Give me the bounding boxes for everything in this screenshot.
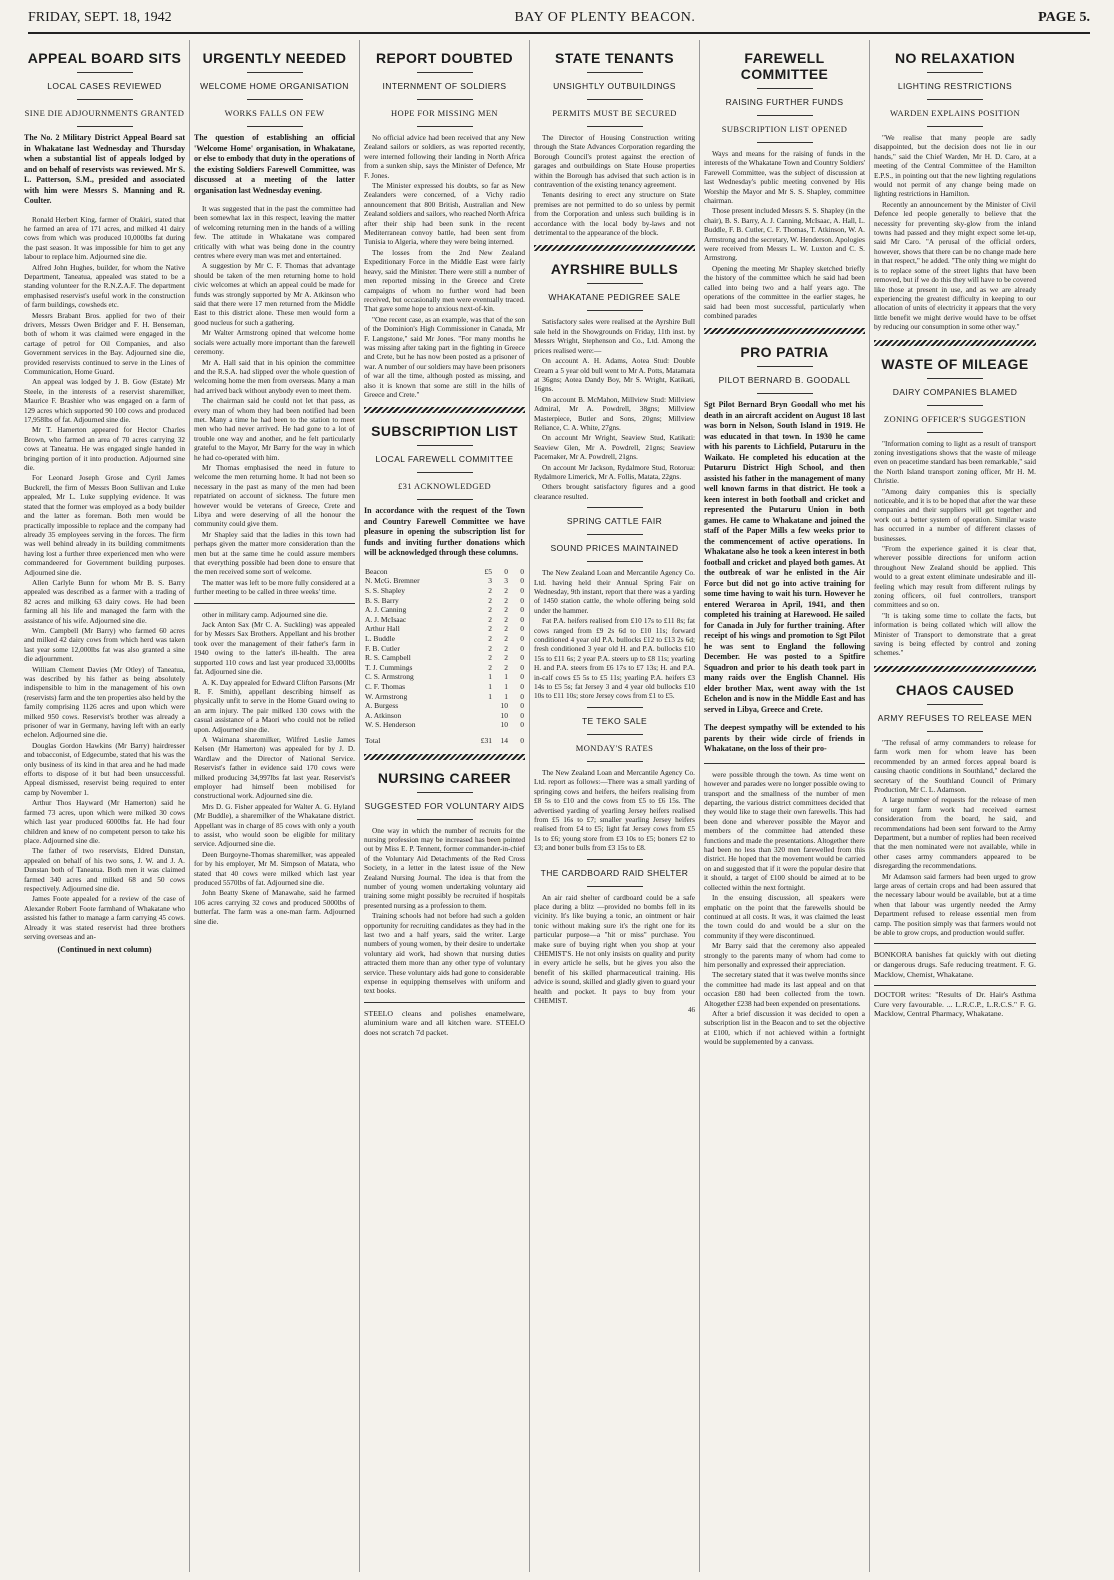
subhead: UNSIGHTLY OUTBUILDINGS <box>553 81 676 91</box>
subhead: SOUND PRICES MAINTAINED <box>550 543 679 554</box>
subscription-row: W. Armstrong 1 1 0 <box>365 691 524 701</box>
article-body <box>534 768 695 853</box>
subscription-row: R. S. Campbell 2 2 0 <box>365 653 524 663</box>
paragraph: Mr Adamson said farmers had been urged to grow large areas of certain crops and had been assured that the necessary labour would be available, but at a time when that labour was urgently needed the Army Department refused to release essential men from camp. The position simply was that farmers would not be able to grow crops, and production would suffer. <box>874 871 1036 937</box>
subscription-row: Beacon £5 0 0 <box>365 566 524 576</box>
paragraph: Messrs Brabant Bros. applied for two of their drivers, Messrs Owen Bridger and F. H. Benseman, both of whom it was claimed were engaged in the cartage of petrol for Oil Companies, and also Government services in the Bay. Adjourned sine die, provided reservists continued to serve in the Lines of Communication, Home Guard. <box>24 310 185 376</box>
paragraph: Fat P.A. heifers realised from £10 17s to £11 8s; fat cows ranged from £9 2s 6d to £10 11s; forward conditioned 4 year old P.A. bullocks £12 to £13 2s 6d; fresh conditioned 3 year old H. and P.A. bullocks £10 15s to £11 6s; 2 year P.A. steers up to £8 11s; yearling H. and P.A. steers from £6 17s to £7 13s; H. and P.A. in-calf cows £5 5s to £5 11s; yearling P.A. heifers £3 14s to £5 5s; fat Jersey 3 and 4 year old bullocks £10 10s to £11 10s; store Jersey cows from £1 to £5. <box>534 616 695 701</box>
headline: FAREWELL COMMITTEE <box>740 50 829 82</box>
article-body <box>194 204 355 597</box>
paragraph: Mr Walter Armstrong opined that welcome home socials were actually more important than the farewell ceremony. <box>194 328 355 357</box>
subscription-row: N. McG. Bremner 3 3 0 <box>365 576 524 586</box>
article-body <box>24 215 185 942</box>
lead-paragraph: In accordance with the request of the Town and Country Farewell Committee we have pleasure in opening the subscription list for funds and inviting further donations which will be acknowledged through these columns. <box>364 506 525 558</box>
issue-date: FRIDAY, SEPT. 18, 1942 <box>28 10 172 25</box>
article-body <box>534 893 695 1006</box>
headline-raid-shelter: THE CARDBOARD RAID SHELTER <box>540 867 689 878</box>
subhead: INTERNMENT OF SOLDIERS <box>382 81 507 91</box>
paragraph: "From the experience gained it is clear that, wherever possible directions for uniform action throughout New Zealand should be applied. This would to a great extent eliminate undesirable and ill-feeling which may result from different rulings by zoning officers, oil fuel controllers, transport committees and so on. <box>874 544 1036 610</box>
subscription-row: C. F. Thomas 1 1 0 <box>365 682 524 691</box>
deck: SINE DIE ADJOURNMENTS GRANTED <box>24 108 185 118</box>
paragraph: An air raid shelter of cardboard could be a safe place during a blitz —provided no bombs fell in its vicinity. It's like buying a tonic, an ointment or hair tonic without making sure it's the right one for its particular purpose—a "hit or miss" purchase. You make sure of buying right when you shop at your CHEMIST'S. He not only insists on quality and purity in every article he sells, but he gives you also the benefit of his skilled pharmaceutical training. His advice is sound, skilled and gladly given to guard your health and pocket. It pays to buy from your CHEMIST. <box>534 892 695 1005</box>
article-body <box>874 738 1036 938</box>
advert-doctor: DOCTOR writes: "Results of Dr. Hair's Asthma Cure very favourable. ... L.R.C.P., L.R.C.S." F. G. Macklow, Central Pharmacy, Whakatane. <box>874 990 1036 1019</box>
column-3 <box>360 40 530 1572</box>
continued-article-body <box>194 610 355 926</box>
column-1 <box>20 40 190 1572</box>
advert-steelo: STEELO cleans and polishes enamelware, aluminium ware and all kitchen ware. STEELO does not scratch 7d packet. <box>364 1008 525 1038</box>
paragraph: "Among dairy companies this is specially noticeable, and it is to be hoped that after the war these companies and their suppliers will get together and work out a better system of operation. Similar waste has occurred in a number of different classes of businesses. <box>874 486 1036 543</box>
closing-paragraph: The deepest sympathy will be extended to his parents by their wide circle of friends in Whakatane, on the loss of their pro- <box>704 723 865 754</box>
paragraph: It was suggested that in the past the committee had been somewhat lax in this respect, leaving the matter of welcoming returning men in the hands of a willing few. The attitude in Whakatane was compared critically with what was being done in the country centres where every man was met and entertained. <box>194 204 355 261</box>
subhead: LOCAL CASES REVIEWED <box>47 81 162 91</box>
paragraph: Mr A. Hall said that in his opinion the committee and the R.S.A. had slipped over the whole question of welcoming home the men from overseas. Many a man had arrived back without anybody even to meet them. <box>194 357 355 395</box>
paragraph: The matter was left to be more fully considered at a further meeting to be called in three weeks' time. <box>194 577 355 597</box>
column-5 <box>700 40 870 1572</box>
paragraph: A Waimana sharemilker, Wilfred Leslie James Kelsen (Mr Hamerton) was appealed for by J. D. Wardlaw and the Director of National Service. Reservist's father in evidence said 170 cows were milked producing 34,997lbs fat last year. Reservist's employer had himself been mobilised for constructional work. Adjourned sine die. <box>194 734 355 801</box>
subscription-table <box>364 567 525 746</box>
subhead: LOCAL FAREWELL COMMITTEE <box>375 454 514 465</box>
article-body <box>534 133 695 237</box>
subscription-row: A. Burgess 10 0 <box>365 701 524 711</box>
paragraph: Others brought satisfactory figures and a good clearance resulted. <box>534 482 695 501</box>
subhead: PILOT BERNARD B. GOODALL <box>718 375 851 386</box>
paragraph: The Minister expressed his doubts, so far as New Zealanders were concerned, of a Vichy radio announcement that 800 British, Australian and New Zealand soldiers and sailors, who reached North Africa after their ship had been sunk in the recent Mediterranean convoy battle, had been sent from Tunisia to Algeria, where they were being interned. <box>364 181 525 247</box>
paragraph: Mr Barry said that the ceremony also appealed strongly to the parents many of whom had come to him personally and expressed their appreciation. <box>704 941 865 969</box>
headline: URGENTLY NEEDED <box>202 50 347 66</box>
column-2 <box>190 40 360 1572</box>
masthead <box>28 4 1090 34</box>
article-body <box>364 133 525 399</box>
headline: REPORT DOUBTED <box>375 50 514 66</box>
paragraph: On account A. H. Adams, Aotea Stud: Double Cream a 5 year old bull went to Mr A. Potts, Matamata at 36gns; Aotea Dandy Boy, Mr S. Wright, Katikati, 16gns. <box>534 356 695 394</box>
deck: PERMITS MUST BE SECURED <box>552 108 677 118</box>
paragraph: Allen Carlyle Bunn for whom Mr B. S. Barry appealed was described as a farmer with a trading of 82 acres and milking 63 dairy cows. He had been farming all his life and managed the farm with the assistance of his wife. Adjourned sine die. <box>24 577 185 625</box>
subscription-row: A. Atkinson 10 0 <box>365 710 524 720</box>
paragraph: The New Zealand Loan and Mercantile Agency Co. Ltd. report as follows:—There was a small yarding of springing cows and heifers, the heifers realising from £8 5s to £10 and the cows from £5 to £6 15s. The advertised yarding of yearling Jersey heifers realised from £5 16s to £7; smaller yearling Jersey heifers realised from £4 to £5; light fat Jersey cows from £5 1s to £6; young store from £3 10s to £5; boners £2 to £3; and boner bulls from £3 15s to £8. <box>534 767 695 853</box>
article-body <box>874 439 1036 658</box>
deck: WARDEN EXPLAINS POSITION <box>889 108 1020 118</box>
paragraph: The chairman said he could not let that pass, as every man of whom they had been notified had been met. Many a time he had been to the station to meet men who had never arrived. He had gone to a lot of trouble one way and another, and he felt particularly grateful to the Mayor, Mr Barry for the way in which he had co-operated with him. <box>194 396 355 462</box>
subscription-row: B. S. Barry 2 2 0 <box>365 595 524 605</box>
subscription-row: T. J. Cummings 2 2 0 <box>365 662 524 672</box>
paragraph: For Leonard Joseph Grose and Cyril James Buckrell, the firm of Messrs Boon Sullivan and Luke appealed, Mr L. Luke supplying evidence. It was stated that the former was employed as a body builder and the latter as foreman. Both men would be practically impossible to replace and the company had already 35 employees serving in the forces. The firm was well behind already in its building commitments having lost a further three experienced men who were commandeered for Government building purposes. Adjourned sine die. <box>24 473 185 577</box>
continued-note: (Continued in next column) <box>57 945 152 955</box>
subhead: RAISING FURTHER FUNDS <box>725 97 844 107</box>
subhead: SUGGESTED FOR VOLUNTARY AIDS <box>364 800 525 811</box>
subscription-row: F. B. Cutler 2 2 0 <box>365 643 524 653</box>
lead-paragraph: The question of establishing an official 'Welcome Home' organisation, in Whakatane, or else to embody that duty in the operations of the existing Soldiers Farewell Committee, was discussed at a meeting of the latter organisation last Wednesday evening. <box>194 133 355 195</box>
paragraph: John Beatty Skene of Manawahe, said he farmed 106 acres carrying 32 cows and produced 5000lbs of butterfat. The farm was a one-man farm. Adjourned sine die. <box>194 888 355 926</box>
paragraph: William Clement Davies (Mr Otley) of Taneatua, was described by his father as being absolutely indispensible to him in the management of his own (reservists) farm and the ten properties also held by the family comprising 1126 acres and upon which were milked 950 cows. Reservist's brother was already a prisoner of war in Germany, having left with an early echelon. Adjourned sine die. <box>24 664 185 740</box>
paragraph: Opening the meeting Mr Shapley sketched briefly the history of the committee which he said had been called into being two and a half years ago. The operations of the committee in the earlier stages, he said had been most successful, particularly when combined parades <box>704 263 865 320</box>
headline: NO RELAXATION <box>894 50 1016 66</box>
deck: HOPE FOR MISSING MEN <box>391 108 498 118</box>
paragraph: Ways and means for the raising of funds in the interests of the Whakatane Town and Country Soldiers' Farewell Committee, was the subject of discussion at last Wednesday's public meeting convened by His Worship the Mayor and Mr S. S. Shapley, committee chairman. <box>704 149 865 206</box>
subscription-row: Arthur Hall 2 2 0 <box>365 624 524 634</box>
subscription-row: A. J. McIsaac 2 2 0 <box>365 614 524 624</box>
deck: £31 ACKNOWLEDGED <box>397 481 492 492</box>
continued-article-body <box>704 770 865 1047</box>
paragraph: The losses from the 2nd New Zealand Expeditionary Force in the Middle East were fairly heavy, said the Minister. There were still a number of men reported missing in the Greece and Crete campaigns of whom no further word had been received, but occasionally men were eventually traced. That gave some hope to anxious next-of-kin. <box>364 247 525 314</box>
column-6 <box>870 40 1040 1572</box>
article-body <box>704 149 865 320</box>
subscription-row: W. S. Henderson 10 0 <box>365 720 524 730</box>
paragraph: Tenants desiring to erect any structure on State premises are not permitted to do so unless by permit from the Corporation and unless such building is in accordance with the local body by-laws and not detrimental to the appearance of the block. <box>534 190 695 238</box>
paragraph: "It is taking some time to collate the facts, but information is being collated which will allow the Minister of Transport to demonstrate that a great saving is being effected by control and zoning schemes." <box>874 610 1036 658</box>
deck: WORKS FALLS ON FEW <box>224 108 325 118</box>
paragraph: Alfred John Hughes, builder, for whom the Native Department, Taneatua, appealed was stated to be a standing volunteer for the R.N.Z.A.F. The department emphasised reservist's useful work in the construction of farm buildings, cowsheds etc. <box>24 262 185 310</box>
paragraph: Those present included Messrs S. S. Shapley (in the chair), B. S. Barry, A. J. Canning, McIsaac, A. Hall, L. Buddle, F. B. Cutler, C. F. Thomas, T. Atkinson, W. A. Armstrong and the secretary, W. Henderson. Apologies were received from Messrs L. W. Luxton and C. S. Armstrong. <box>704 206 865 263</box>
paragraph: Arthur Thos Hayward (Mr Hamerton) said he farmed 73 acres, upon which were milked 30 cows which last year produced 6000lbs fat. He had four children and knew of no competent person to take his place. Adjourned sine die. <box>24 798 185 845</box>
paragraph: Satisfactory sales were realised at the Ayrshire Bull sale held in the Showgrounds on Friday, 11th inst. by Messrs Wright, Stephenson and Co., Ltd. Among the prices realised were:— <box>534 317 695 355</box>
subscription-row: L. Buddle 2 2 0 <box>365 634 524 644</box>
headline-subscription: SUBSCRIPTION LIST <box>371 423 518 440</box>
paragraph: The secretary stated that it was twelve months since the committee had made its last appeal and on that occasion £80 had been collected from the town. Altogether £238 had been expended on presentations. <box>704 970 865 1008</box>
paragraph: After a brief discussion it was decided to open a subscription list in the Beacon and to set the objective at £100, which if not achieved within a fortnight would be supplemented by a canvass. <box>704 1008 865 1047</box>
subscription-row: C. S. Armstrong 1 1 0 <box>365 672 524 682</box>
paragraph: On account Mr Jackson, Rydalmore Stud, Rotorua: Rydalmore Limerick, Mr A. Follis, Matata, 22gns. <box>534 462 695 481</box>
lead-paragraph: Sgt Pilot Bernard Bryn Goodall who met his death in an aircraft accident on August 18 last was born in Nelson, South Island in 1919. He was educated in that town. In 1930 he came with his parents to Lichfield, Putaruru in the Waikato. He completed his education at the Putaruru District High School, and then assisted his father in the management of many well known farms in that district. He took a keen interest in both football and cricket and represented the Putaruru Union in both games. He came to Whakatane and joined the staff of the Paper Mills a few weeks prior to the commencement of active operations. In Whakatane also he took a keen interest in both football and cricket and played both games. At the outbreak of war he enlisted in the Air Force but did not go into active training for some time having to wait his turn. However he entered Weraroa in April, 1941, and then completed his training at Harewood. He sailed for Canada in July for further training. After receipt of his wings and promotion to Sgt Pilot he was sent to England the following December. He was posted to a Spitfire Squadron and prior to his death took part in many raids over the English Channel. His elder brother Max, went away with the 1st Echelon and is now in the Middle East and has served in Libya, Greece and Crete. <box>704 400 865 714</box>
subscription-row: A. J. Canning 2 2 0 <box>365 605 524 615</box>
paragraph: "We realise that many people are sadly disappointed, but the decision does not lie in our hands," said the Chief Warden, Mr H. D. Caro, at a meeting of the Central Committee of the Hamilton E.P.S., in pointing out that the new lighting regulations would not permit of any change being made on lighting restrictions in Hamilton. <box>874 133 1036 199</box>
paragraph: James Foote appealed for a review of the case of Alexander Robert Foote farmhand of Whakatane who assisted his father to manage a farm carrying 45 cows. Already it was stated reservist had three brothers serving overseas and an- <box>24 894 185 941</box>
paragraph: An appeal was lodged by J. B. Gow (Estate) Mr Steele, in the interests of a reservist sharemilker, Maurice F. Brashier who was engaged on a farm of 129 acres which supported 90 100 cows and produced 17,958lbs of fat. Adjourned sine die. <box>24 377 185 425</box>
paragraph: Training schools had not before had such a golden opportunity for recruiting candidates as they had in the last two and a half years, said the writer. Large numbers of young women, by their desire to undertake voluntary aid work, had shown that nursing duties attracted them more than any other type of voluntary service. These voluntary aids had gone to considerable expense in equipping themselves with uniform and text books. <box>364 911 525 996</box>
paragraph: other in military camp. Adjourned sine die. <box>202 609 328 619</box>
subhead: DAIRY COMPANIES BLAMED <box>892 386 1018 397</box>
deck: SUBSCRIPTION LIST OPENED <box>721 124 848 134</box>
subhead: ARMY REFUSES TO RELEASE MEN <box>877 712 1033 723</box>
paragraph: On account Mr Wright, Seaview Stud, Katikati: Seaview Glen, Mr A. Powdrell, 21gns; Seaview Pacemaker, Mr A. Powdrell, 21gns. <box>534 433 695 462</box>
paragraph: were possible through the town. As time went on however and parades were no longer possible owing to transport and the smallness of the number of men departing, the various district committees decided that they would like to stage their own farewells. This had been done and wherever possible the Mayor and members of the committee had attended these functions and made the presentations. Altogether there had been no less than 320 men farewelled from this district. He hoped that the movement would be carried on and suggested that if it were the popular desire that it should, a target of £100 should be aimed at to be collected within the next fortnight. <box>704 769 865 892</box>
subscription-total-row: Total £31 14 0 <box>365 735 524 745</box>
headline-chaos: CHAOS CAUSED <box>895 681 1015 698</box>
paragraph: No official advice had been received that any New Zealand sailors or soldiers, as was reported recently, were interned following their landing in North Africa from a sunken ship, says the Minister of Defence, Mr F. Jones. <box>364 133 525 180</box>
paragraph: Mr T. Hamerton appeared for Hector Charles Brown, who farmed an area of 70 acres carrying 32 cows at Taneatua. He was engaged single handed in bringing portion of it into production. Adjourned sine die. <box>24 425 185 473</box>
paragraph: Recently an announcement by the Minister of Civil Defence led people generally to believe that the necessity for preventing sky-glow from the inland towns had passed and they might expect some let-up, said Mr Caro. "A perusal of the official orders, however, shows that there can be no change made here in that respect," he added. "The only thing we might do is to replace some of the street lights that have been removed, but if we do this they will have to be covered like those at present in use, and as we are already experiencing the greatest difficulty in keeping to our allocation of units of electricity it appears that the very little benefit we might derive would have to be offset by reducing our consumption in some other way." <box>874 199 1036 332</box>
subhead: LIGHTING RESTRICTIONS <box>897 81 1013 91</box>
paragraph: A large number of requests for the release of men for urgent farm work had received earnest consideration from the board, he said, and recommendations had been sent forward to the Army Department, but a number of replies had been received that the men nominated were not available, while in other cases army commanders appeared to be disregarding the recommendations. <box>874 795 1036 871</box>
page-number: PAGE 5. <box>1038 10 1090 25</box>
lead-paragraph: The No. 2 Military District Appeal Board sat in Whakatane last Wednesday and Thursday when a substantial list of appeals lodged by and on behalf of reservists was reviewed. Mr S. L. Patterson, S.M., presided and associated with him were Messrs S. Manning and R. Coulter. <box>24 133 185 205</box>
subscription-rows <box>364 567 525 730</box>
paragraph: Ronald Herbert King, farmer of Otakiri, stated that he farmed an area of 171 acres, and milked 41 dairy cows from which was produced 10,000lbs fat during the past season. It was impossible for him to get any labour to replace him. Adjourned sine die. <box>24 214 185 262</box>
article-body <box>364 826 525 996</box>
headline-spring-fair: SPRING CATTLE FAIR <box>566 516 663 527</box>
paragraph: Douglas Gordon Hawkins (Mr Barry) hairdresser and tobacconist, of Edgecumbe, stated that his was the only business of its kind in that area and he had made efforts to dispose of it but had been unsuccessful. Appeal dismissed, reservist being required to enter camp by November 1. <box>24 740 185 797</box>
paragraph: "The refusal of army commanders to release for farm work men for whom leave has been recommended by an armed forces appeal board is causing chaotic conditions in Southland," declared the secretary of the Southland Council of Primary Production, Mr C. L. Adamson. <box>874 737 1036 794</box>
paragraph: A. K. Day appealed for Edward Clifton Parsons (Mr R. F. Smith), appellant describing himself as physically unfit to serve in the Home Guard owing to an arm injury. The pair milked 130 cows with the casual assistance of a Maori who could not be relied upon. Adjourned sine die. <box>194 677 355 734</box>
paragraph: The father of two reservists, Eldred Dunstan, appealed on behalf of his two sons, J. W. and J. A. Dunstan both of Taneatua. Both men it was claimed farmed 340 acres and milked 68 and 50 cows respectively. Adjourned sine die. <box>24 846 185 893</box>
subhead: WELCOME HOME ORGANISATION <box>200 81 349 91</box>
paragraph: A suggestion by Mr C. F. Thomas that advantage should be taken of the men returning home to hold civic welcomes at which an appeal could be made for funds was strongly supported by Mr A. Atkinson who said that there were 17 men returned from the Middle East to this district alone. These men would form a good nucleus for such a gathering. <box>194 261 355 327</box>
paragraph: Mr Thomas emphasised the need in future to welcome the men returning home. It had not been so necessary in the past as many of the men had been repatriated on account of sickness. The future men however would be veterans of Greece, Crete and Libya and were deserving of all the honour the community could give them. <box>194 462 355 529</box>
paragraph: Deen Burgoyne-Thomas sharemilker, was appealed for by his employer, Mr M. Simpson of Matata, who stated that 40 cows were milked which last year produced 5570lbs of fat. Adjourned sine die. <box>194 849 355 888</box>
paragraph: Mr Shapley said that the ladies in this town had perhaps given the matter more consideration than the men but at the same time he could assure members that everything possible had been done to ensure that the men received some sort of welcome. <box>194 529 355 577</box>
paragraph: In the ensuing discussion, all speakers were emphatic on the point that the farewells should be continued at all costs. It was, it was claimed the least the town could do and would be a slur on the community if they were discontinued. <box>704 893 865 940</box>
headline-nursing: NURSING CAREER <box>377 769 512 786</box>
paragraph: The Director of Housing Construction writing through the State Advances Corporation regarding the Borough Council's protest against the erection of garages and outbuildings on State House properties within the Borough has advised that such action is in contravention of the existing tenancy agreement. <box>534 133 695 190</box>
headline: APPEAL BOARD SITS <box>27 50 182 66</box>
paragraph: Jack Anton Sax (Mr C. A. Suckling) was appealed for by Messrs Sax Brothers. Appellant and his brother took over the management of their father's farm in 1940 owing to the latter's ill-health. The area supported 110 cows and last year produced 33,000lbs fat. Adjourned sine die. <box>194 620 355 677</box>
paper-name: BAY OF PLENTY BEACON. <box>514 10 696 25</box>
advert-bonkora: BONKORA banishes fat quickly with out dieting or dangerous drugs. Safe reducing treatment. F. G. Macklow, Chemist, Whakatane. <box>874 950 1036 979</box>
paragraph: The New Zealand Loan and Mercantile Agency Co. Ltd. having held their Annual Spring Fair on Wednesday, 9th instant, report that there was a yarding of 1450 station cattle, the whole offering being sold under the hammer. <box>534 568 695 615</box>
subhead: WHAKATANE PEDIGREE SALE <box>548 292 681 303</box>
article-body <box>534 568 695 701</box>
paragraph: Wm. Campbell (Mr Barry) who farmed 60 acres and milked 42 dairy cows from which herd was taken last year some 12,000lbs fat was also granted a sine die adjournment. <box>24 625 185 664</box>
ad-number: 46 <box>688 1006 695 1015</box>
paragraph: "One recent case, as an example, was that of the son of the Dominion's High Commissioner in Canada, Mr F. Langstone," said Mr Jones. "For many months he was missing after taking part in the fighting in Greece and Crete, but he has now been posted as a prisoner of war. A number of our soldiers may have been prisoners of war all the time, although posted as missing, and also it is known that some are still in the hills of Greece and Crete." <box>364 314 525 399</box>
headline: STATE TENANTS <box>554 50 674 66</box>
subscription-row: S. S. Shapley 2 2 0 <box>365 586 524 596</box>
subhead: MONDAY'S RATES <box>575 742 654 753</box>
headline-ayrshire: AYRSHIRE BULLS <box>550 261 679 278</box>
headline-te-teko: TE TEKO SALE <box>581 715 648 726</box>
headline-pro-patria: PRO PATRIA <box>740 344 829 361</box>
deck: ZONING OFFICER'S SUGGESTION <box>883 413 1027 424</box>
paragraph: On account B. McMahon, Millview Stud: Millview Admiral, Mr A. Powdrell, 38gns; Millview Masterpiece, Butler and Sons, 20gns; Millview Reliance, C. A. White, 27gns. <box>534 394 695 432</box>
paragraph: Mrs D. G. Fisher appealed for Walter A. G. Hyland (Mr Buddle), a sharemilker of the Whakatane district. Appellant was in charge of 85 cows with only a youth to assist, who would soon be eligible for military service. Adjourned sine die. <box>194 801 355 849</box>
article-body <box>874 133 1036 332</box>
article-body <box>534 317 695 501</box>
column-4 <box>530 40 700 1572</box>
paragraph: "Information coming to light as a result of transport zoning investigations shows that the waste of mileage even on peacetime standard has been remarkable," said the North Island transport zoning officer, Mr H. M. Christie. <box>874 438 1036 486</box>
paragraph: One way in which the number of recruits for the nursing profession may be increased has been pointed out by Miss E. P. Tennent, former commander-in-chief of the Voluntary Aid Detachments of the Red Cross Society, in a letter in the latest issue of the New Zealand Nursing Journal. The idea is that from the number of young women undertaking voluntary aid training some might possibly be recruited if hospitals presented nursing as a profession to them. <box>364 825 525 910</box>
headline-waste: WASTE OF MILEAGE <box>881 355 1029 372</box>
